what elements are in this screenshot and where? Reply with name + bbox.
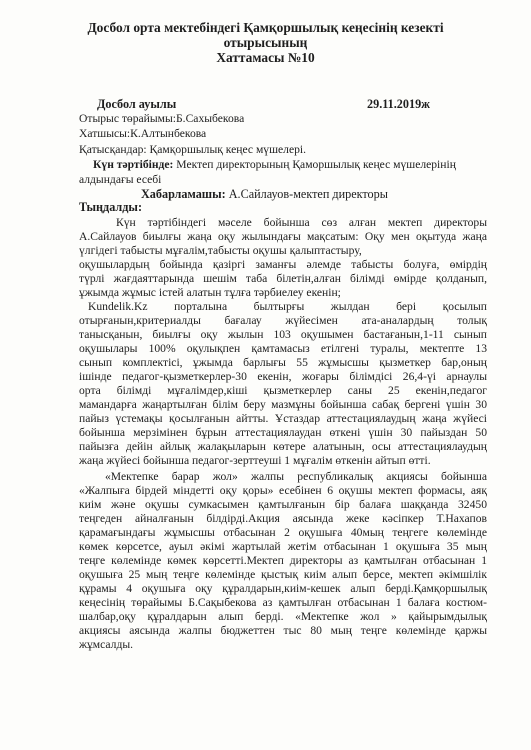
body-line: пайыз үстемақы қосылғанын айтты. Ұстаздар аттестациялаудың жаңа жүйесі [79, 412, 487, 425]
body-line: көмек көрсетсе, ауыл әкімі жартылай жетім отбасынан 1 оқушыға 35 мың [79, 540, 487, 553]
body-line: А.Сайлауов биылғы жаңа оқу жылындағы мақсатым: Оқу мен оқытуда жаңа [79, 230, 487, 243]
body-line: ішінде педагог-қызметкерлер-30 екенін, жоғары білімдісі 26,4-үі арнаулы [79, 370, 487, 383]
body-line: сынып комплектісі, ұжымда барлығы 55 жұмысшы қызметкер бар,оның [79, 356, 487, 369]
body-line: шалбар,оқу құралдарын алып берді. «Мектепке жол » қайырымдылық [79, 610, 487, 623]
body-line: бойынша мерзімінен бұрын аттестациялаудан өткені үшін 30 пайыздан 50 [79, 426, 487, 439]
body-line: оқушылары 100% оқулықпен қамтамасыз етілгені туралы, мектепте 13 [79, 342, 487, 355]
place-label: Досбол ауылы [97, 98, 177, 111]
body-line: Күн тәртібіндегі мәселе бойынша сөз алған мектеп директоры [116, 216, 487, 229]
listened-heading: Тыңдалды: [79, 201, 143, 214]
secretary-line: Хатшысы:К.Алтынбекова [79, 127, 207, 140]
attendees-line: Қатысқандар: Қамқоршылық кеңес мүшелері. [79, 143, 307, 156]
body-line: үлгідегі табысты мұғалім,табысты оқушы қалыптастыру, [79, 244, 362, 257]
body-line: пайызға дейін айлық жалақыларын көтере алатынын, осы аттестациялаудың [79, 440, 487, 453]
title-line-1: Досбол орта мектебіндегі Қамқоршылық кеңесінің кезекті [87, 20, 444, 35]
title-line-3: Хаттамасы №10 [216, 50, 315, 65]
chair-line: Отырыс төрайымы:Б.Сахыбекова [79, 112, 245, 125]
date-label: 29.11.2019ж [367, 98, 431, 111]
body-line: жұмсалды. [79, 638, 134, 651]
agenda-label: Күн тәртібінде: [93, 158, 174, 171]
body-line: жаңа жүйесі бойынша педагог-зерттеуші 1 мұғалім өткенін айтып өтті. [79, 454, 431, 467]
body-line: акциясы аясында жалпы бюджеттен тыс 80 мың теңге көлемінде қаржы [79, 624, 487, 637]
body-line: мамандарға жаңартылған білім беру мазмұны бойынша сабақ бергені үшін 30 [79, 398, 487, 411]
body-line: теңгеден айналғанын білдірді.Акция аясында жеке кәсіпкер Т.Нахапов [79, 512, 487, 525]
agenda-text: Мектеп директорының Қаморшылық кеңес мүшелерінің [173, 158, 456, 171]
body-line: кеңесінің төрайымы Б.Сақыбекова аз қамтылған отбасынан 1 балаға костюм- [79, 596, 487, 609]
body-line: оқушыға 25 мың теңге көлемінде қыстық киім алып берсе, мектеп әкімшілік [79, 568, 487, 581]
body-line: оқушылардың бойында қазіргі заманғы әлемде табысты болуға, өмірдің [79, 258, 487, 271]
body-line: «Жалпыға бірдей міндетті оқу қоры» есебінен 6 оқушы мектеп формасы, аяқ [79, 484, 487, 497]
report-line [141, 188, 388, 201]
agenda-line-1 [93, 158, 486, 171]
body-line: орта білімді мұғалімдер,кіші қызметкерлер саны 25 екенін,педагог [79, 384, 487, 397]
title-line-2: отырысының [223, 35, 308, 50]
report-speaker: А.Сайлауов-мектеп директоры [225, 188, 388, 201]
body-line: қарамағындағы жұмысшы отбасынан 2 оқушыға 40мың теңгеге көлемінде [79, 526, 487, 539]
body-line: құрамы 4 оқушыға оқу құралдарын,киім-кешек алып берді.Қамқоршылық [79, 582, 487, 595]
body-line: Kundelik.Kz порталына былтырғы жылдан бері қосылып [88, 300, 487, 313]
body-line: «Мектепке барар жол» жалпы республикалық акциясы бойынша [105, 470, 487, 483]
agenda-line-2: алдындағы есебі [79, 173, 162, 186]
body-line: түрлі жағдаяттарында шешім таба білетін,алған білімді өмірде қолданып, [79, 272, 487, 285]
body-line: теңге көлемінде көмек көрсетті.Мектеп директоры аз қамтылған отбасынан 1 [79, 554, 487, 567]
body-line: танысқанын, биылғы оқу жылын 103 оқушымен бастағанын,1-11 сынып [79, 328, 487, 341]
body-line: ұжымда жұмыс істей алатын тұлға тәрбиелеу екенін; [79, 286, 341, 299]
report-label: Хабарламашы: [141, 188, 226, 201]
body-line: киім және оқушы сумкасымен қамтылғанын бір балаға шаққанда 32450 [79, 498, 487, 511]
body-line: отырғанын,критериалды бағалау жүйесімен ата-аналардың толық [79, 314, 487, 327]
